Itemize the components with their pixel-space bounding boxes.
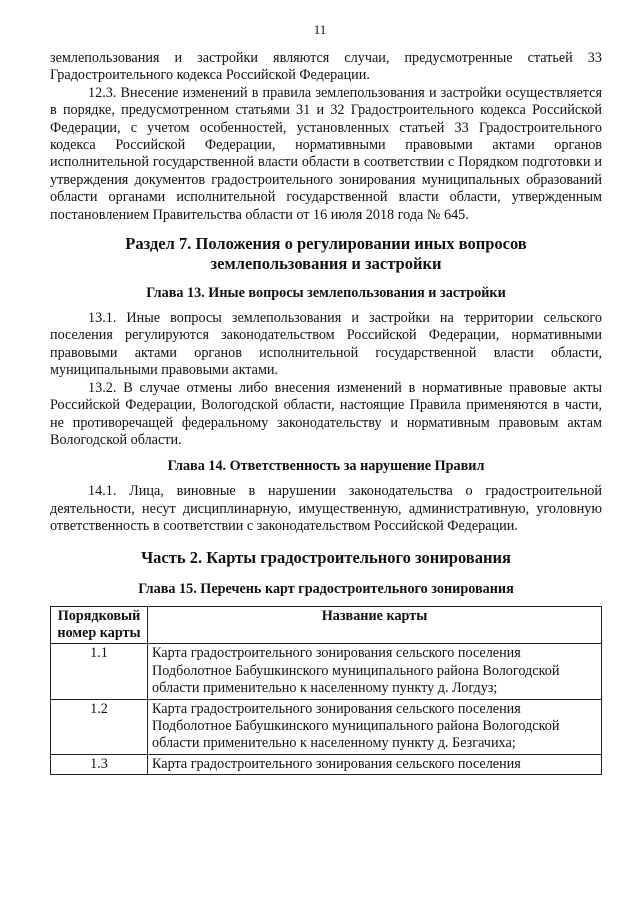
maps-table <box>50 606 602 776</box>
table-row <box>51 754 602 774</box>
page-number: 11 <box>313 22 327 37</box>
header-map-number: Порядковый номер карты <box>51 606 148 644</box>
table-header-row <box>51 606 602 644</box>
section-7-title-line1: Раздел 7. Положения о регулировании иных вопросов <box>125 234 527 254</box>
chapter-15-title: Глава 15. Перечень карт градостроительного зонирования <box>138 580 514 597</box>
chapter-14-title: Глава 14. Ответственность за нарушение Правил <box>167 458 485 475</box>
paragraph-13-2: 13.2. В случае отмены либо внесения изменений в нормативные правовые акты Российской Федерации, Вологодской области, настоящие Правила применяются в части, не противоречащей федеральному законодательству и нормативным правовым актам Вологодской области. <box>50 379 602 448</box>
part-2-title: Часть 2. Карты градостроительного зонирования <box>141 547 511 567</box>
document-body <box>50 50 602 775</box>
table-row <box>51 644 602 699</box>
paragraph-14-1: 14.1. Лица, виновные в нарушении законодательства о градостроительной деятельности, несут дисциплинарную, имущественную, административную, уголовную ответственность в соответствии с законодательством Российской Федерации. <box>50 483 602 535</box>
map-number: 1.1 <box>51 644 148 699</box>
paragraph-13-1: 13.1. Иные вопросы землепользования и застройки на территории сельского поселения регулируются законодательством Российской Федерации, нормативными правовыми актами органов исполнительной государственной власти области, муниципальными правовыми актами. <box>50 310 602 379</box>
map-number: 1.2 <box>51 699 148 754</box>
map-name: Карта градостроительного зонирования сельского поселения Подболотное Бабушкинского муниципального района Вологодской области применительно к населенному пункту д. Безгачиха; <box>148 699 602 754</box>
section-7-title <box>50 234 602 274</box>
paragraph-continuation: землепользования и застройки являются случаи, предусмотренные статьей 33 Градостроительного кодекса Российской Федерации. <box>50 50 602 84</box>
table-row <box>51 699 602 754</box>
header-map-name: Название карты <box>148 606 602 644</box>
section-7-title-line2: землепользования и застройки <box>210 254 442 274</box>
chapter-13-title: Глава 13. Иные вопросы землепользования и застройки <box>146 285 506 302</box>
map-name: Карта градостроительного зонирования сельского поселения <box>148 754 602 774</box>
paragraph-12-3: 12.3. Внесение изменений в правила землепользования и застройки осуществляется в порядке, предусмотренном статьями 31 и 32 Градостроительного кодекса Российской Федерации, с учетом особенностей, установленных статьей 33 Градостроительного кодекса Российской Федерации, нормативными правовыми актами органов исполнительной государственной власти области в соответствии с Порядком подготовки и утверждения документов градостроительного зонирования муниципальных образований области органами исполнительной государственной власти области, утвержденным постановлением Правительства области от 16 июля 2018 года № 645. <box>50 84 602 223</box>
map-number: 1.3 <box>51 754 148 774</box>
map-name: Карта градостроительного зонирования сельского поселения Подболотное Бабушкинского муниципального района Вологодской области применительно к населенному пункту д. Логдуз; <box>148 644 602 699</box>
